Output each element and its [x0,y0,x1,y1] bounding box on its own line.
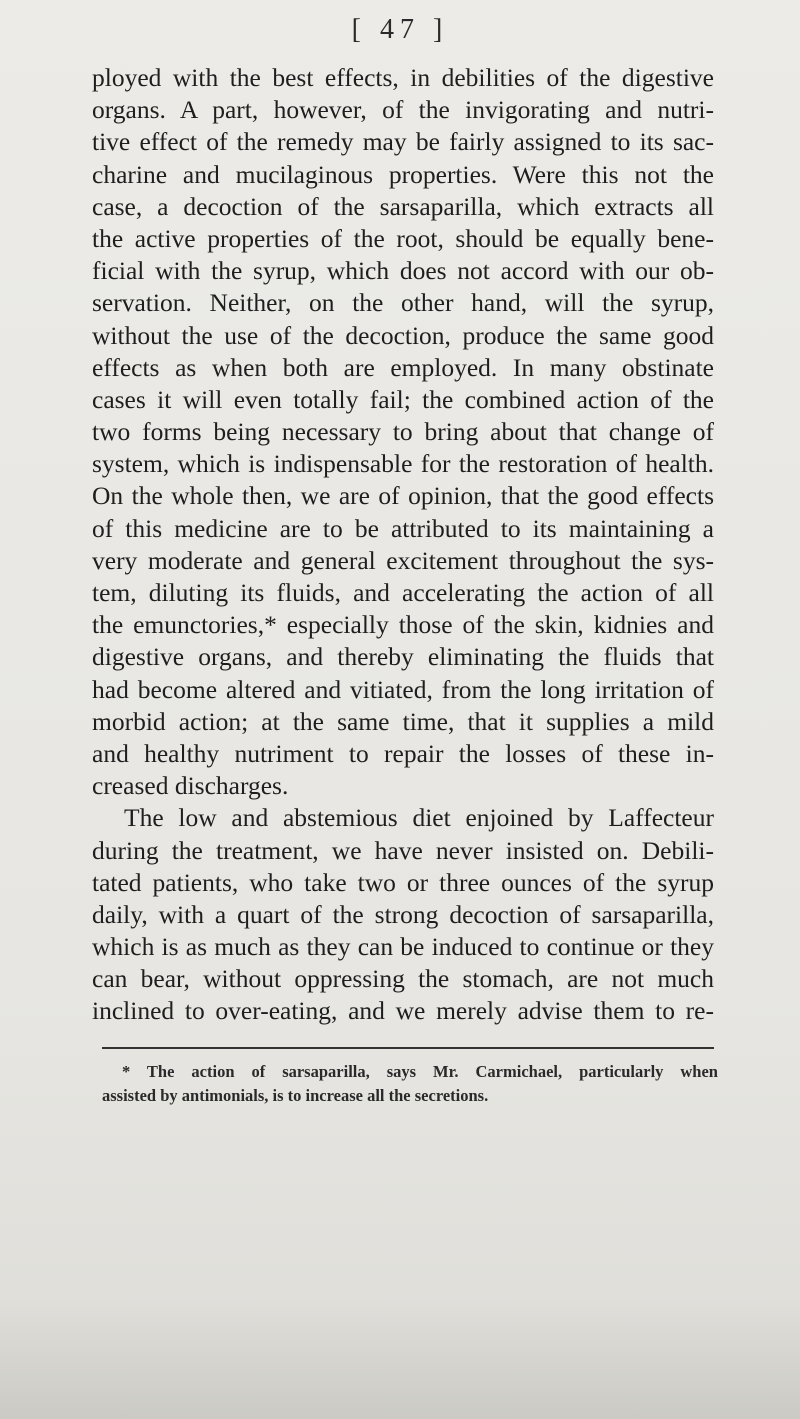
text-line: ployed with the best effects, in debilities of the digestive [92,63,714,92]
text-line: had become altered and vitiated, from the long irritation of [92,674,714,704]
text-line: the active properties of the root, should be equally bene- [92,223,714,253]
text-line: ficial with the syrup, which does not accord with our ob- [92,256,714,286]
text-line: cases it will even totally fail; the combined action of the [92,384,714,414]
text-line: creased discharges. [92,771,289,801]
page-shadow [0,1299,800,1419]
text-line: tive effect of the remedy may be fairly assigned to its sac- [92,127,714,157]
text-line: two forms being necessary to bring about that change of [92,417,714,447]
footnote-line: assisted by antimonials, is to increase all the secretions. [102,1086,489,1105]
text-line: The low and abstemious diet enjoined by Laffecteur [124,803,714,833]
footnote-divider [102,1047,714,1049]
text-line: morbid action; at the same time, that it supplies a mild [92,706,714,736]
text-line: inclined to over-eating, and we merely advise them to re- [92,996,714,1026]
footnote-line: * The action of sarsaparilla, says Mr. Carmichael, particularly when [122,1062,718,1081]
text-line: tem, diluting its fluids, and accelerating the action of all [92,578,714,607]
text-line: tated patients, who take two or three ounces of the syrup [92,867,714,897]
text-line: the emunctories,* especially those of the skin, kidnies and [92,610,714,640]
text-line: very moderate and general excitement throughout the sys- [92,545,714,575]
text-line: digestive organs, and thereby eliminating the fluids that [92,642,714,672]
text-line: which is as much as they can be induced to continue or they [92,932,714,962]
text-line: effects as when both are employed. In many obstinate [92,352,714,382]
text-line: daily, with a quart of the strong decoction of sarsaparilla, [92,899,714,929]
text-line: system, which is indispensable for the restoration of health. [92,449,714,479]
body-text [92,62,714,1028]
text-line: case, a decoction of the sarsaparilla, which extracts all [92,191,714,221]
text-line: and healthy nutriment to repair the losses of these in- [92,738,714,768]
text-line: servation. Neither, on the other hand, will the syrup, [92,288,714,318]
page-number: [ 47 ] [351,14,449,45]
text-line: organs. A part, however, of the invigorating and nutri- [92,95,714,125]
text-line: without the use of the decoction, produce the same good [92,320,714,350]
text-line: can bear, without oppressing the stomach, are not much [92,964,714,994]
text-line: charine and mucilaginous properties. Were this not the [92,159,714,189]
text-line: during the treatment, we have never insisted on. Debili- [92,835,714,865]
text-line: On the whole then, we are of opinion, that the good effects [92,481,714,511]
text-line: of this medicine are to be attributed to its maintaining a [92,513,714,543]
footnote [102,1060,718,1108]
